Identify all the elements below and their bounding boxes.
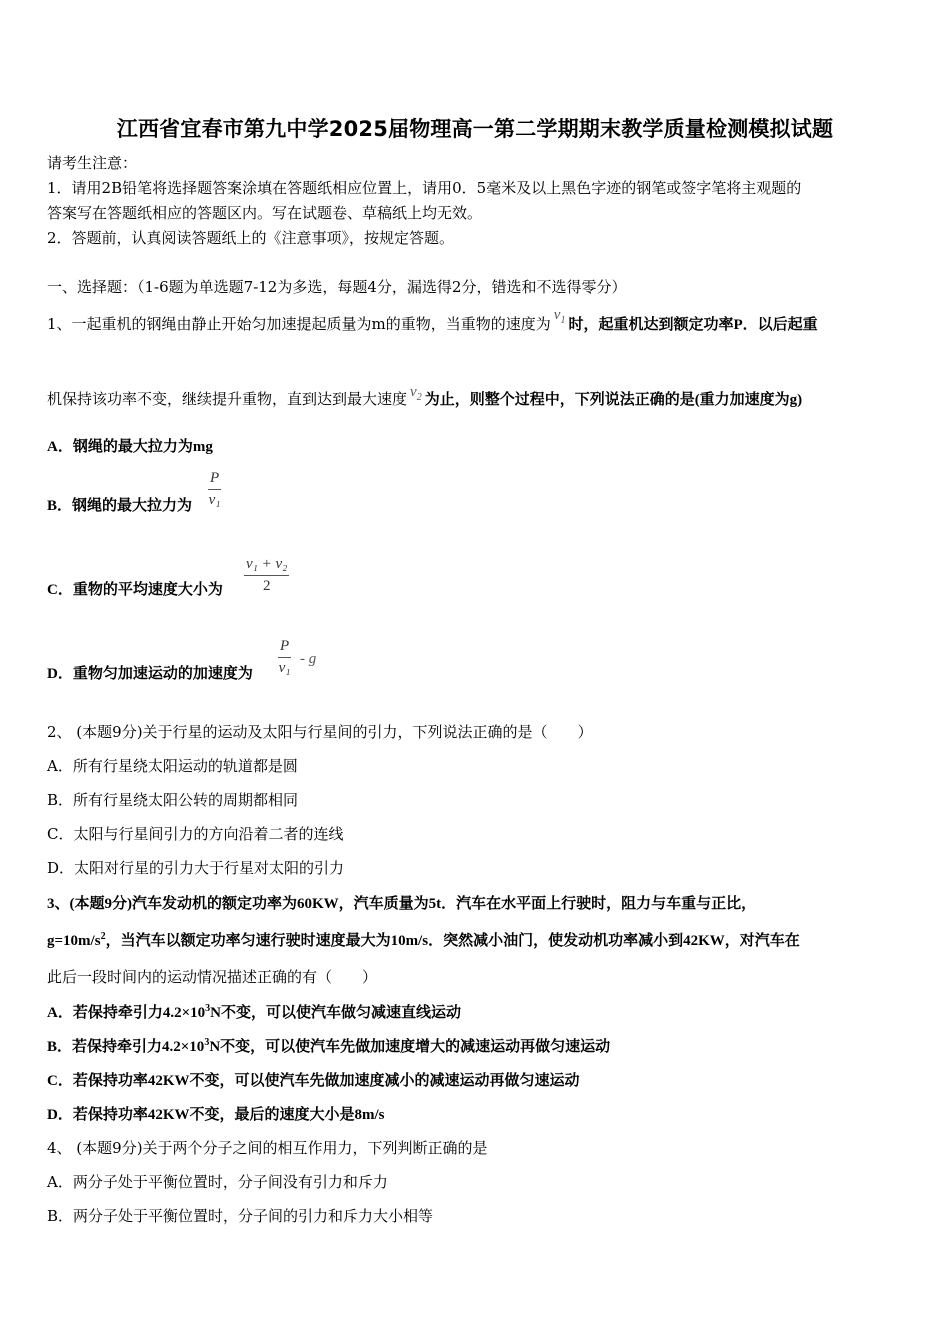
- q4-option-b: B．两分子处于平衡位置时，分子间的引力和斥力大小相等: [47, 1207, 434, 1225]
- section-heading: 一、选择题：（1-6题为单选题7-12为多选，每题4分，漏选得2分，错选和不选得零分）: [47, 278, 627, 296]
- q4-stem: 4、 (本题9分)关于两个分子之间的相互作用力，下列判断正确的是: [47, 1139, 488, 1157]
- q1-stem-line2: [47, 384, 803, 411]
- q1-option-c-fraction: [244, 556, 289, 595]
- q1-stem-b: 时，起重机达到额定功率P．以后起重: [568, 317, 818, 333]
- q1-option-b: B．钢绳的最大拉力为: [47, 498, 193, 514]
- q4-option-a: A．两分子处于平衡位置时，分子间没有引力和斥力: [47, 1173, 388, 1191]
- q2-option-a: A．所有行星绕太阳运动的轨道都是圆: [47, 757, 298, 775]
- notice-line-1b: 答案写在答题纸相应的答题区内。写在试题卷、草稿纸上均无效。: [47, 204, 483, 222]
- q1-option-b-fraction: [208, 470, 221, 509]
- q1-option-d: D．重物匀加速运动的加速度为: [47, 666, 253, 682]
- q3-stem-line2: $g=10m/s^2$，当汽车以额定功率匀速行驶时速度最大为10m/s．突然减小油门，使发动机功率减小到42KW，对汽车在: [47, 931, 800, 949]
- q2-option-b: B．所有行星绕太阳公转的周期都相同: [47, 791, 299, 809]
- q1-c-numerator: v₁ + v₂: [246, 556, 288, 572]
- notice-line-2: 2．答题前，认真阅读答题纸上的《注意事项》，按规定答题。: [47, 229, 455, 247]
- q3-option-c: C．若保持功率42KW不变，可以使汽车先做加速度减小的减速运动再做匀速运动: [47, 1073, 580, 1089]
- q3-option-a: A．若保持牵引力$4.2\times 10^3N$不变，可以使汽车做匀减速直线运动: [47, 1003, 461, 1021]
- notice-line-1: 1．请用2B铅笔将选择题答案涂填在答题纸相应位置上，请用0．5毫米及以上黑色字迹的钢笔或签字笔将主观题的: [47, 179, 802, 197]
- q1-v1: $v_1$: [553, 307, 566, 326]
- q1-v2: $v_2$: [410, 384, 422, 403]
- q3-stem-line3: 此后一段时间内的运动情况描述正确的有（ ）: [47, 968, 378, 986]
- q1-option-c: C．重物的平均速度大小为: [47, 582, 223, 598]
- q1-stem-d: 为止，则整个过程中，下列说法正确的是(重力加速度为g): [424, 392, 803, 408]
- q1-stem-a: 1、一起重机的钢绳由静止开始匀加速提起质量为m的重物，当重物的速度为: [47, 315, 551, 333]
- q1-option-a: A．钢绳的最大拉力为mg: [47, 439, 213, 455]
- q1-d-tail: - g: [300, 651, 317, 667]
- q1-b-denominator: v₁: [208, 492, 221, 508]
- q3-option-b: B．若保持牵引力$4.2\times 10^3N$不变，可以使汽车先做加速度增大的减速运动再做匀速运动: [47, 1037, 611, 1055]
- q2-option-c: C．太阳与行星间引力的方向沿着二者的连线: [47, 825, 344, 843]
- q1-b-numerator: P: [210, 470, 220, 486]
- q1-option-d-fraction: [278, 638, 291, 677]
- q1-d-denominator: v₁: [278, 660, 291, 676]
- q1-c-denominator: 2: [262, 578, 271, 594]
- q1-stem-c: 机保持该功率不变，继续提升重物，直到达到最大速度: [47, 390, 408, 408]
- notice-header: 请考生注意：: [47, 154, 138, 172]
- q3-option-d: D．若保持功率42KW不变，最后的速度大小是8m/s: [47, 1107, 385, 1123]
- q1-d-numerator: P: [280, 638, 290, 654]
- page-title: 江西省宜春市第九中学2025届物理高一第二学期期末教学质量检测模拟试题: [116, 117, 834, 141]
- q1-stem-line1: [47, 307, 818, 336]
- q2-stem: 2、 (本题9分)关于行星的运动及太阳与行星间的引力，下列说法正确的是（ ）: [47, 723, 593, 741]
- q2-option-d: D．太阳对行星的引力大于行星对太阳的引力: [47, 859, 345, 877]
- q3-stem-line1: 3、(本题9分)汽车发动机的额定功率为60KW，汽车质量为5t．汽车在水平面上行驶时，阻力与车重与正比，: [47, 896, 757, 912]
